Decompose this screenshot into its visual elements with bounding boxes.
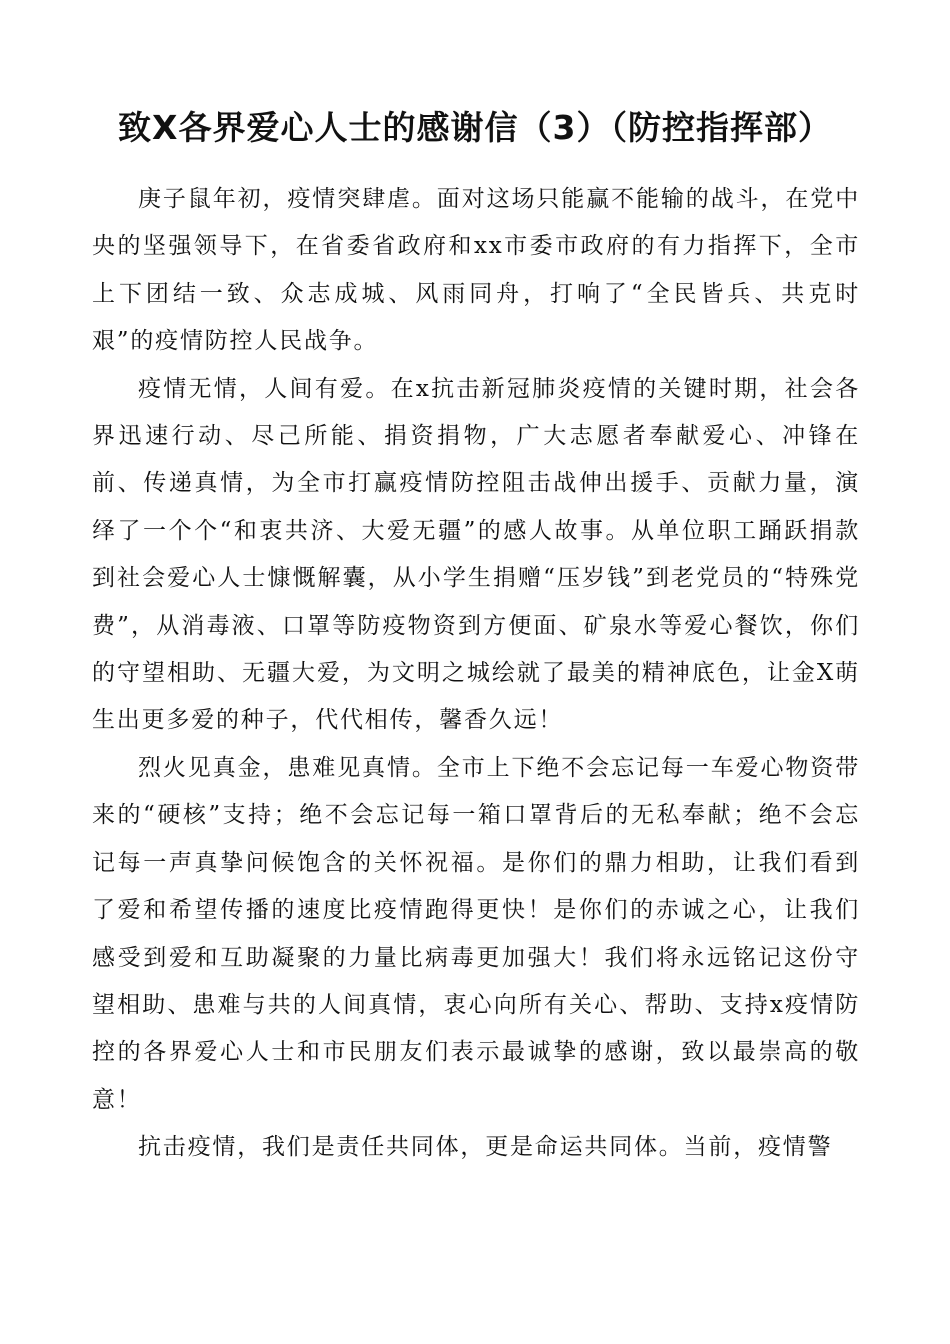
paragraph: 疫情无情，人间有爱。在x抗击新冠肺炎疫情的关键时期，社会各界迅速行动、尽己所能、捐资捐物，广大志愿者奉献爱心、冲锋在前、传递真情，为全市打赢疫情防控阻击战伸出援手、贡献力量，演绎了一个个“和衷共济、大爱无疆”的感人故事。从单位职工踊跃捐款到社会爱心人士慷慨解囊，从小学生捐赠“压岁钱”到老党员的“特殊党费”，从消毒液、口罩等防疫物资到方便面、矿泉水等爱心餐饮，你们的守望相助、无疆大爱，为文明之城绘就了最美的精神底色，让金X萌生出更多爱的种子，代代相传，馨香久远！ xyxy=(92,375,860,734)
paragraph: 烈火见真金，患难见真情。全市上下绝不会忘记每一车爱心物资带来的“硬核”支持；绝不会忘记每一箱口罩背后的无私奉献；绝不会忘记每一声真挚问候饱含的关怀祝福。是你们的鼎力相助，让我们看到了爱和希望传播的速度比疫情跑得更快！是你们的赤诚之心，让我们感受到爱和互助凝聚的力量比病毒更加强大！我们将永远铭记这份守望相助、患难与共的人间真情，衷心向所有关心、帮助、支持x疫情防控的各界爱心人士和市民朋友们表示最诚挚的感谢，致以最崇高的敬意！ xyxy=(92,754,860,1113)
document-body xyxy=(92,176,860,1172)
document-title: 致X各界爱心人士的感谢信（3）（防控指挥部） xyxy=(118,108,832,147)
paragraph: 抗击疫情，我们是责任共同体，更是命运共同体。当前，疫情警 xyxy=(138,1134,833,1161)
paragraph: 庚子鼠年初，疫情突肆虐。面对这场只能赢不能输的战斗，在党中央的坚强领导下，在省委省政府和xx市委市政府的有力指挥下，全市上下团结一致、众志成城、风雨同舟，打响了“全民皆兵、共克时艰”的疫情防控人民战争。 xyxy=(92,186,860,355)
